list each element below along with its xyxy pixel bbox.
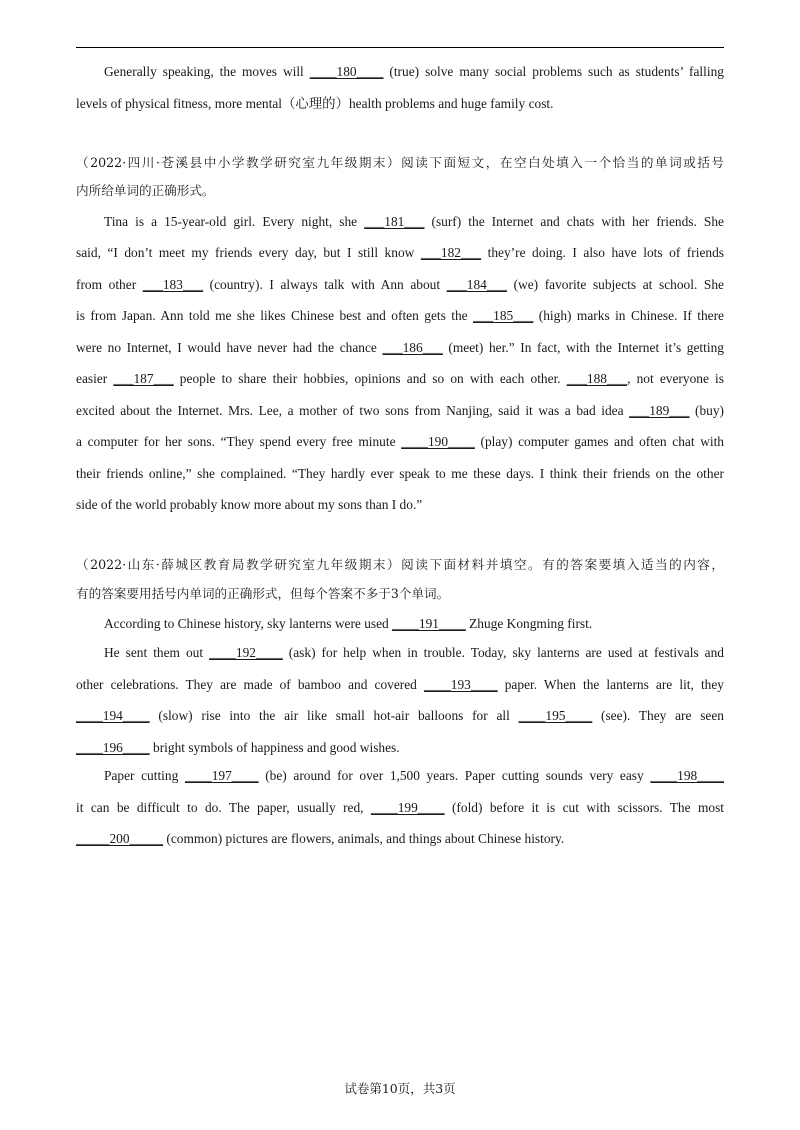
answer-blank: _____200_____ — [76, 831, 164, 846]
answer-blank: ____196____ — [76, 740, 150, 755]
text-run: Generally speaking, the moves will — [104, 64, 310, 79]
text-run: it can be difficult to do. The paper, usually red, — [76, 800, 371, 815]
text-run: (slow) rise into the air like small hot-air balloons for all — [149, 708, 519, 723]
text-run: were no Internet, I would have never had the chance — [76, 340, 383, 355]
text-run: (buy) — [689, 403, 724, 418]
answer-blank: ___184___ — [446, 277, 507, 292]
answer-blank: ___181___ — [364, 214, 425, 229]
text-run: from other — [76, 277, 143, 292]
text-run: (country). I always talk with Ann about — [203, 277, 447, 292]
text-run: easier — [76, 371, 114, 386]
text-run: Zhuge Kongming first. — [465, 616, 593, 631]
section-instruction-line — [76, 154, 724, 172]
answer-blank: ___186___ — [382, 340, 443, 355]
text-run: (common) pictures are flowers, animals, and things about Chinese history. — [163, 831, 565, 846]
text-run: Paper cutting — [104, 768, 185, 783]
text-run: paper. When the lanterns are lit, they — [497, 677, 724, 692]
answer-blank: ____195____ — [518, 708, 593, 723]
section-instruction-line — [76, 556, 724, 574]
passage-line — [104, 213, 724, 231]
text-run: 内所给单词的正确形式。 — [76, 183, 215, 198]
passage-line — [76, 402, 724, 420]
passage-line — [76, 307, 724, 325]
passage-line — [76, 370, 724, 388]
answer-blank: ____197____ — [184, 768, 259, 783]
passage-line — [76, 676, 724, 694]
text-run: （2022·四川·苍溪县中小学教学研究室九年级期末）阅读下面短文，在空白处填入一个恰当的单词或括号 — [76, 155, 724, 170]
passage-line — [76, 707, 724, 725]
text-run: people to share their hobbies, opinions and so on with each other. — [173, 371, 567, 386]
answer-blank: ____198____ — [650, 768, 724, 783]
answer-blank: ____191____ — [392, 616, 466, 631]
text-run: excited about the Internet. Mrs. Lee, a mother of two sons from Nanjing, said it was a bad idea — [76, 403, 630, 418]
answer-blank: ____190____ — [401, 434, 475, 449]
text-run: , not everyone is — [627, 371, 724, 386]
page-footer: 试卷第10页，共3页 — [344, 1081, 456, 1096]
answer-blank: ____180____ — [309, 64, 384, 79]
answer-blank: ___183___ — [142, 277, 204, 292]
text-run: levels of physical fitness, more mental（心理的）health problems and huge family cost. — [76, 96, 554, 111]
text-run: According to Chinese history, sky lanterns were used — [104, 616, 393, 631]
text-run: (true) solve many social problems such as students’ falling — [383, 64, 724, 79]
text-run: their friends online,” she complained. “They hardly ever speak to me these days. I think their friends on the other — [76, 466, 724, 481]
text-run: （2022·山东·薛城区教育局教学研究室九年级期末）阅读下面材料并填空。有的答案要填入适当的内容， — [76, 557, 724, 572]
text-run: other celebrations. They are made of bamboo and covered — [76, 677, 424, 692]
answer-blank: ____192____ — [209, 645, 283, 660]
passage-line — [104, 63, 724, 81]
text-run: (fold) before it is cut with scissors. The most — [444, 800, 724, 815]
passage-line — [104, 767, 724, 785]
passage-line — [76, 433, 724, 451]
passage-line — [76, 830, 724, 848]
text-run: (ask) for help when in trouble. Today, sky lanterns are used at festivals and — [282, 645, 725, 660]
answer-blank: ____194____ — [76, 708, 150, 723]
passage-line — [76, 276, 724, 294]
answer-blank: ___189___ — [629, 403, 690, 418]
answer-blank: ____199____ — [370, 800, 445, 815]
text-run: (be) around for over 1,500 years. Paper cutting sounds very easy — [258, 768, 651, 783]
text-run: they’re doing. I also have lots of friends — [481, 245, 724, 260]
passage-line — [76, 496, 724, 514]
text-run: Tina is a 15-year-old girl. Every night, she — [104, 214, 365, 229]
passage-line — [76, 95, 724, 113]
text-run: He sent them out — [104, 645, 210, 660]
answer-blank: ___188___ — [566, 371, 628, 386]
answer-blank: ___185___ — [473, 308, 534, 323]
text-run: a computer for her sons. “They spend every free minute — [76, 434, 402, 449]
passage-line — [76, 739, 724, 757]
answer-blank: ____193____ — [423, 677, 498, 692]
passage-line — [76, 465, 724, 483]
section-instruction-line — [76, 585, 724, 603]
answer-blank: ___182___ — [420, 245, 482, 260]
text-run: 有的答案要用括号内单词的正确形式，但每个答案不多于3个单词。 — [76, 586, 450, 601]
text-run: (we) favorite subjects at school. She — [506, 277, 724, 292]
passage-line — [76, 244, 724, 262]
text-run: (high) marks in Chinese. If there — [533, 308, 724, 323]
section-instruction-line — [76, 182, 724, 200]
text-run: bright symbols of happiness and good wishes. — [149, 740, 400, 755]
passage-line — [104, 615, 724, 633]
answer-blank: ___187___ — [113, 371, 174, 386]
text-run: (see). They are seen — [592, 708, 724, 723]
passage-line — [76, 799, 724, 817]
text-run: side of the world probably know more about my sons than I do.” — [76, 497, 423, 512]
text-run: is from Japan. Ann told me she likes Chinese best and often gets the — [76, 308, 474, 323]
text-run: (meet) her.” In fact, with the Internet it’s getting — [442, 340, 724, 355]
passage-line — [76, 339, 724, 357]
top-rule — [76, 47, 724, 48]
text-run: (surf) the Internet and chats with her friends. She — [424, 214, 724, 229]
passage-line — [104, 644, 724, 662]
text-run: (play) computer games and often chat with — [474, 434, 725, 449]
text-run: said, “I don’t meet my friends every day, but I still know — [76, 245, 421, 260]
